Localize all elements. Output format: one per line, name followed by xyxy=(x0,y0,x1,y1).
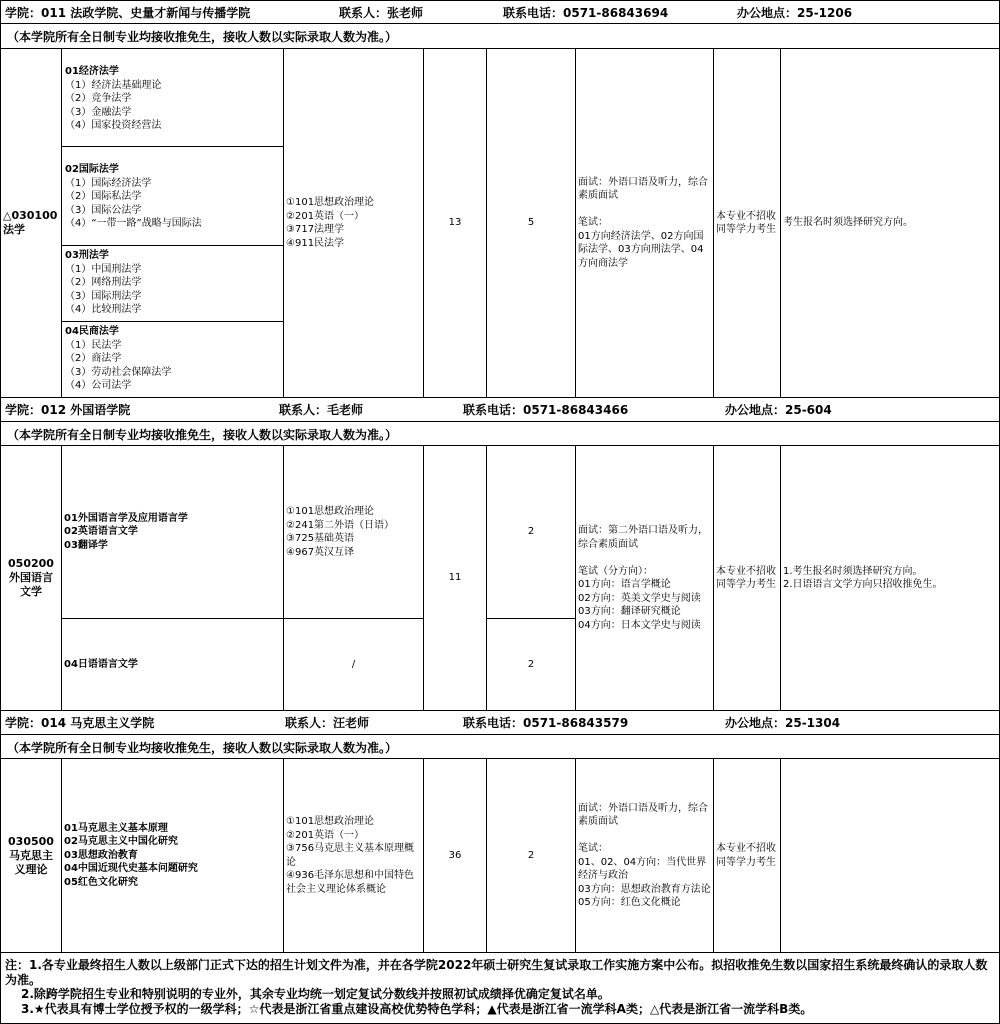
retest-subjects-cell xyxy=(575,445,713,710)
direction-title: 02国际法学 xyxy=(65,164,119,175)
remark-line: 考生报名时须选择研究方向。 xyxy=(783,217,913,229)
exam-subject: ④967英汉互译 xyxy=(286,546,355,558)
direction-title: 04中国近现代史基本问题研究 xyxy=(64,863,198,875)
enrollment-value: 36 xyxy=(448,849,462,861)
direction-title: 02马克思主义中国化研究 xyxy=(64,836,178,848)
exam-subject: ③725基础英语 xyxy=(286,533,355,544)
direction-item: （1）经济法基础理论 xyxy=(65,79,162,91)
direction-item: （4）“一带一路”战略与国际法 xyxy=(65,218,202,229)
exam-subject: ②241第二外语（日语） xyxy=(286,519,395,531)
direction-item: （2）国际私法学 xyxy=(65,191,142,202)
exam-subject: ②201英语（一） xyxy=(286,210,365,222)
program-code-cell-030100 xyxy=(0,48,61,397)
contact-person: 联系人：张老师 xyxy=(339,6,424,20)
retest-line xyxy=(578,203,711,217)
recommended-count-b xyxy=(486,618,575,710)
remark-cell xyxy=(780,445,1000,710)
remark-cell xyxy=(780,48,1000,397)
enrollment-value: 13 xyxy=(448,217,462,229)
recommended-value: 2 xyxy=(527,658,535,670)
direction-item: （2）商法学 xyxy=(65,353,122,364)
retest-line: 01、02、04方向：当代世界经济与政治 xyxy=(578,856,707,881)
retest-line: 面试：外语口语及听力，综合素质面试 xyxy=(578,802,708,827)
remark-cell xyxy=(780,758,1000,952)
direction-item: （1）国际经济法学 xyxy=(65,177,152,189)
equivalent-cell xyxy=(713,48,780,397)
direction-item: （2）竞争法学 xyxy=(65,93,132,104)
direction-title: 03刑法学 xyxy=(65,250,109,261)
remark-line: 2.日语语言文学方向只招收推免生。 xyxy=(783,579,943,590)
equivalent-text: 本专业不招收同等学力考生 xyxy=(716,210,776,235)
footer-note-3: 3.★代表具有博士学位授予权的一级学科；☆代表是浙江省重点建设高校优势特色学科；▲代表是浙江省一流学科A类；△代表是浙江省一流学科B类。 xyxy=(21,1001,813,1016)
direction-title: 01经济法学 xyxy=(65,66,119,77)
program-code: △030100 xyxy=(3,209,58,222)
exam-subject: ①101思想政治理论 xyxy=(286,816,375,827)
exam-subjects-cell xyxy=(283,445,423,618)
footer-note-1: 注：1.各专业最终招生人数以上级部门正式下达的招生计划文件为准，并在各学院2022年硕士研究生复试录取工作实施方案中公布。拟招收推免生数以国家招生系统最终确认的录取人数为准。 xyxy=(5,958,988,987)
contact-phone: 联系电话：0571-86843466 xyxy=(463,403,629,417)
program-name: 法学 xyxy=(3,223,25,236)
direction-item: （3）国际公法学 xyxy=(65,204,142,216)
direction-item: （4）国家投资经营法 xyxy=(65,120,162,131)
direction-title: 01外国语言学及应用语言学 xyxy=(64,512,188,524)
retest-line: 01方向：语言学概论 xyxy=(578,579,671,590)
recommended-count xyxy=(486,48,575,397)
office-location: 办公地点：25-1206 xyxy=(737,6,853,20)
retest-line: 03方向：翻译研究概论 xyxy=(578,606,681,617)
program-name: 马克思主义理论 xyxy=(9,848,53,876)
retest-line: 笔试： xyxy=(578,843,608,854)
enrollment-value: 11 xyxy=(448,572,462,584)
retest-line xyxy=(578,551,711,565)
office-location: 办公地点：25-1304 xyxy=(725,716,841,730)
direction-item: （3）劳动社会保障法学 xyxy=(65,366,172,378)
retest-line: 面试：外语口语及听力，综合素质面试 xyxy=(578,176,708,202)
contact-person: 联系人：汪老师 xyxy=(285,716,370,730)
recommended-count xyxy=(486,445,575,618)
exam-subjects-cell xyxy=(283,758,423,952)
direction-item: （3）金融法学 xyxy=(65,106,132,118)
program-code-cell-030500 xyxy=(0,758,61,952)
school-name: 学院：014 马克思主义学院 xyxy=(5,716,155,730)
direction-title: 03翻译学 xyxy=(64,539,108,551)
recommended-value: 2 xyxy=(527,526,535,538)
direction-item: （2）网络刑法学 xyxy=(65,277,142,288)
enrollment-count xyxy=(423,445,486,710)
direction-item: （4）公司法学 xyxy=(65,380,132,391)
exam-subject: / xyxy=(351,658,356,670)
remark-line: 1.考生报名时须选择研究方向。 xyxy=(783,565,923,577)
contact-phone: 联系电话：0571-86843694 xyxy=(503,6,669,20)
retest-line xyxy=(578,829,711,843)
exam-subject: ①101思想政治理论 xyxy=(286,197,375,208)
direction-item: （1）民法学 xyxy=(65,339,122,351)
direction-title: 04民商法学 xyxy=(65,326,119,337)
retest-line: 01方向经济法学、02方向国际法学、03方向刑法学、04方向商法学 xyxy=(578,230,704,269)
direction-cell-01-03 xyxy=(61,445,283,618)
retest-line: 笔试（分方向）： xyxy=(578,565,653,577)
exam-subject: ③717法理学 xyxy=(286,224,345,235)
exam-subjects-cell-b xyxy=(283,618,423,710)
program-code: 050200 xyxy=(8,557,54,570)
retest-subjects-cell xyxy=(575,48,713,397)
retest-subjects-cell xyxy=(575,758,713,952)
enrollment-count xyxy=(423,48,486,397)
exam-subject: ③756马克思主义基本原理概论 xyxy=(286,843,415,868)
direction-cell xyxy=(61,758,283,952)
office-location: 办公地点：25-604 xyxy=(725,403,832,417)
recommended-count xyxy=(486,758,575,952)
program-name: 外国语言文学 xyxy=(9,571,53,598)
retest-line: 03方向：思想政治教育方法论 xyxy=(578,883,711,895)
equivalent-cell xyxy=(713,445,780,710)
direction-item: （1）中国刑法学 xyxy=(65,263,142,275)
school-name: 学院：012 外国语学院 xyxy=(5,403,131,417)
equivalent-text: 本专业不招收同等学力考生 xyxy=(716,565,776,590)
direction-item: （4）比较刑法学 xyxy=(65,304,142,315)
school-note-012: （本学院所有全日制专业均接收推免生，接收人数以实际录取人数为准。） xyxy=(0,421,1000,445)
retest-line: 02方向：英美文学史与阅读 xyxy=(578,592,701,604)
direction-cell-04 xyxy=(61,618,283,710)
direction-title: 01马克思主义基本原理 xyxy=(64,822,168,834)
exam-subject: ②201英语（一） xyxy=(286,829,365,841)
recommended-value: 5 xyxy=(527,217,535,229)
school-name: 学院：011 法政学院、史量才新闻与传播学院 xyxy=(5,6,251,20)
exam-subjects-cell xyxy=(283,48,423,397)
recommended-value: 2 xyxy=(527,849,535,861)
enrollment-count xyxy=(423,758,486,952)
retest-line: 笔试： xyxy=(578,217,608,229)
direction-title: 03思想政治教育 xyxy=(64,849,138,861)
direction-cell-01 xyxy=(61,48,283,146)
exam-subject: ④911民法学 xyxy=(286,237,345,249)
footer-notes xyxy=(0,952,1000,1024)
direction-cell-04 xyxy=(61,321,283,397)
direction-cell-03 xyxy=(61,245,283,321)
equivalent-text: 本专业不招收同等学力考生 xyxy=(716,843,776,868)
footer-note-2: 2.除跨学院招生专业和特别说明的专业外，其余专业均统一划定复试分数线并按照初试成绩择优确定复试名单。 xyxy=(21,987,610,1001)
equivalent-cell xyxy=(713,758,780,952)
program-code: 030500 xyxy=(8,834,54,848)
program-code-cell-050200 xyxy=(0,445,61,710)
contact-person: 联系人：毛老师 xyxy=(279,403,364,417)
direction-title: 02英语语言文学 xyxy=(64,526,138,538)
exam-subject: ④936毛泽东思想和中国特色社会主义理论体系概论 xyxy=(286,870,415,895)
contact-phone: 联系电话：0571-86843579 xyxy=(463,716,629,730)
school-note-011: （本学院所有全日制专业均接收推免生，接收人数以实际录取人数为准。） xyxy=(0,23,1000,48)
direction-item: （3）国际刑法学 xyxy=(65,290,142,302)
retest-line: 04方向：日本文学史与阅读 xyxy=(578,619,701,631)
retest-line: 05方向：红色文化概论 xyxy=(578,897,681,908)
school-header-012 xyxy=(0,397,1000,421)
school-header-014 xyxy=(0,710,1000,734)
exam-subject: ①101思想政治理论 xyxy=(286,506,375,517)
school-note-014: （本学院所有全日制专业均接收推免生，接收人数以实际录取人数为准。） xyxy=(0,734,1000,758)
direction-cell-02 xyxy=(61,146,283,245)
retest-line: 面试：第二外语口语及听力，综合素质面试 xyxy=(578,525,708,550)
school-header-011 xyxy=(0,0,1000,23)
direction-title: 04日语语言文学 xyxy=(64,658,138,670)
direction-title: 05红色文化研究 xyxy=(64,876,138,888)
